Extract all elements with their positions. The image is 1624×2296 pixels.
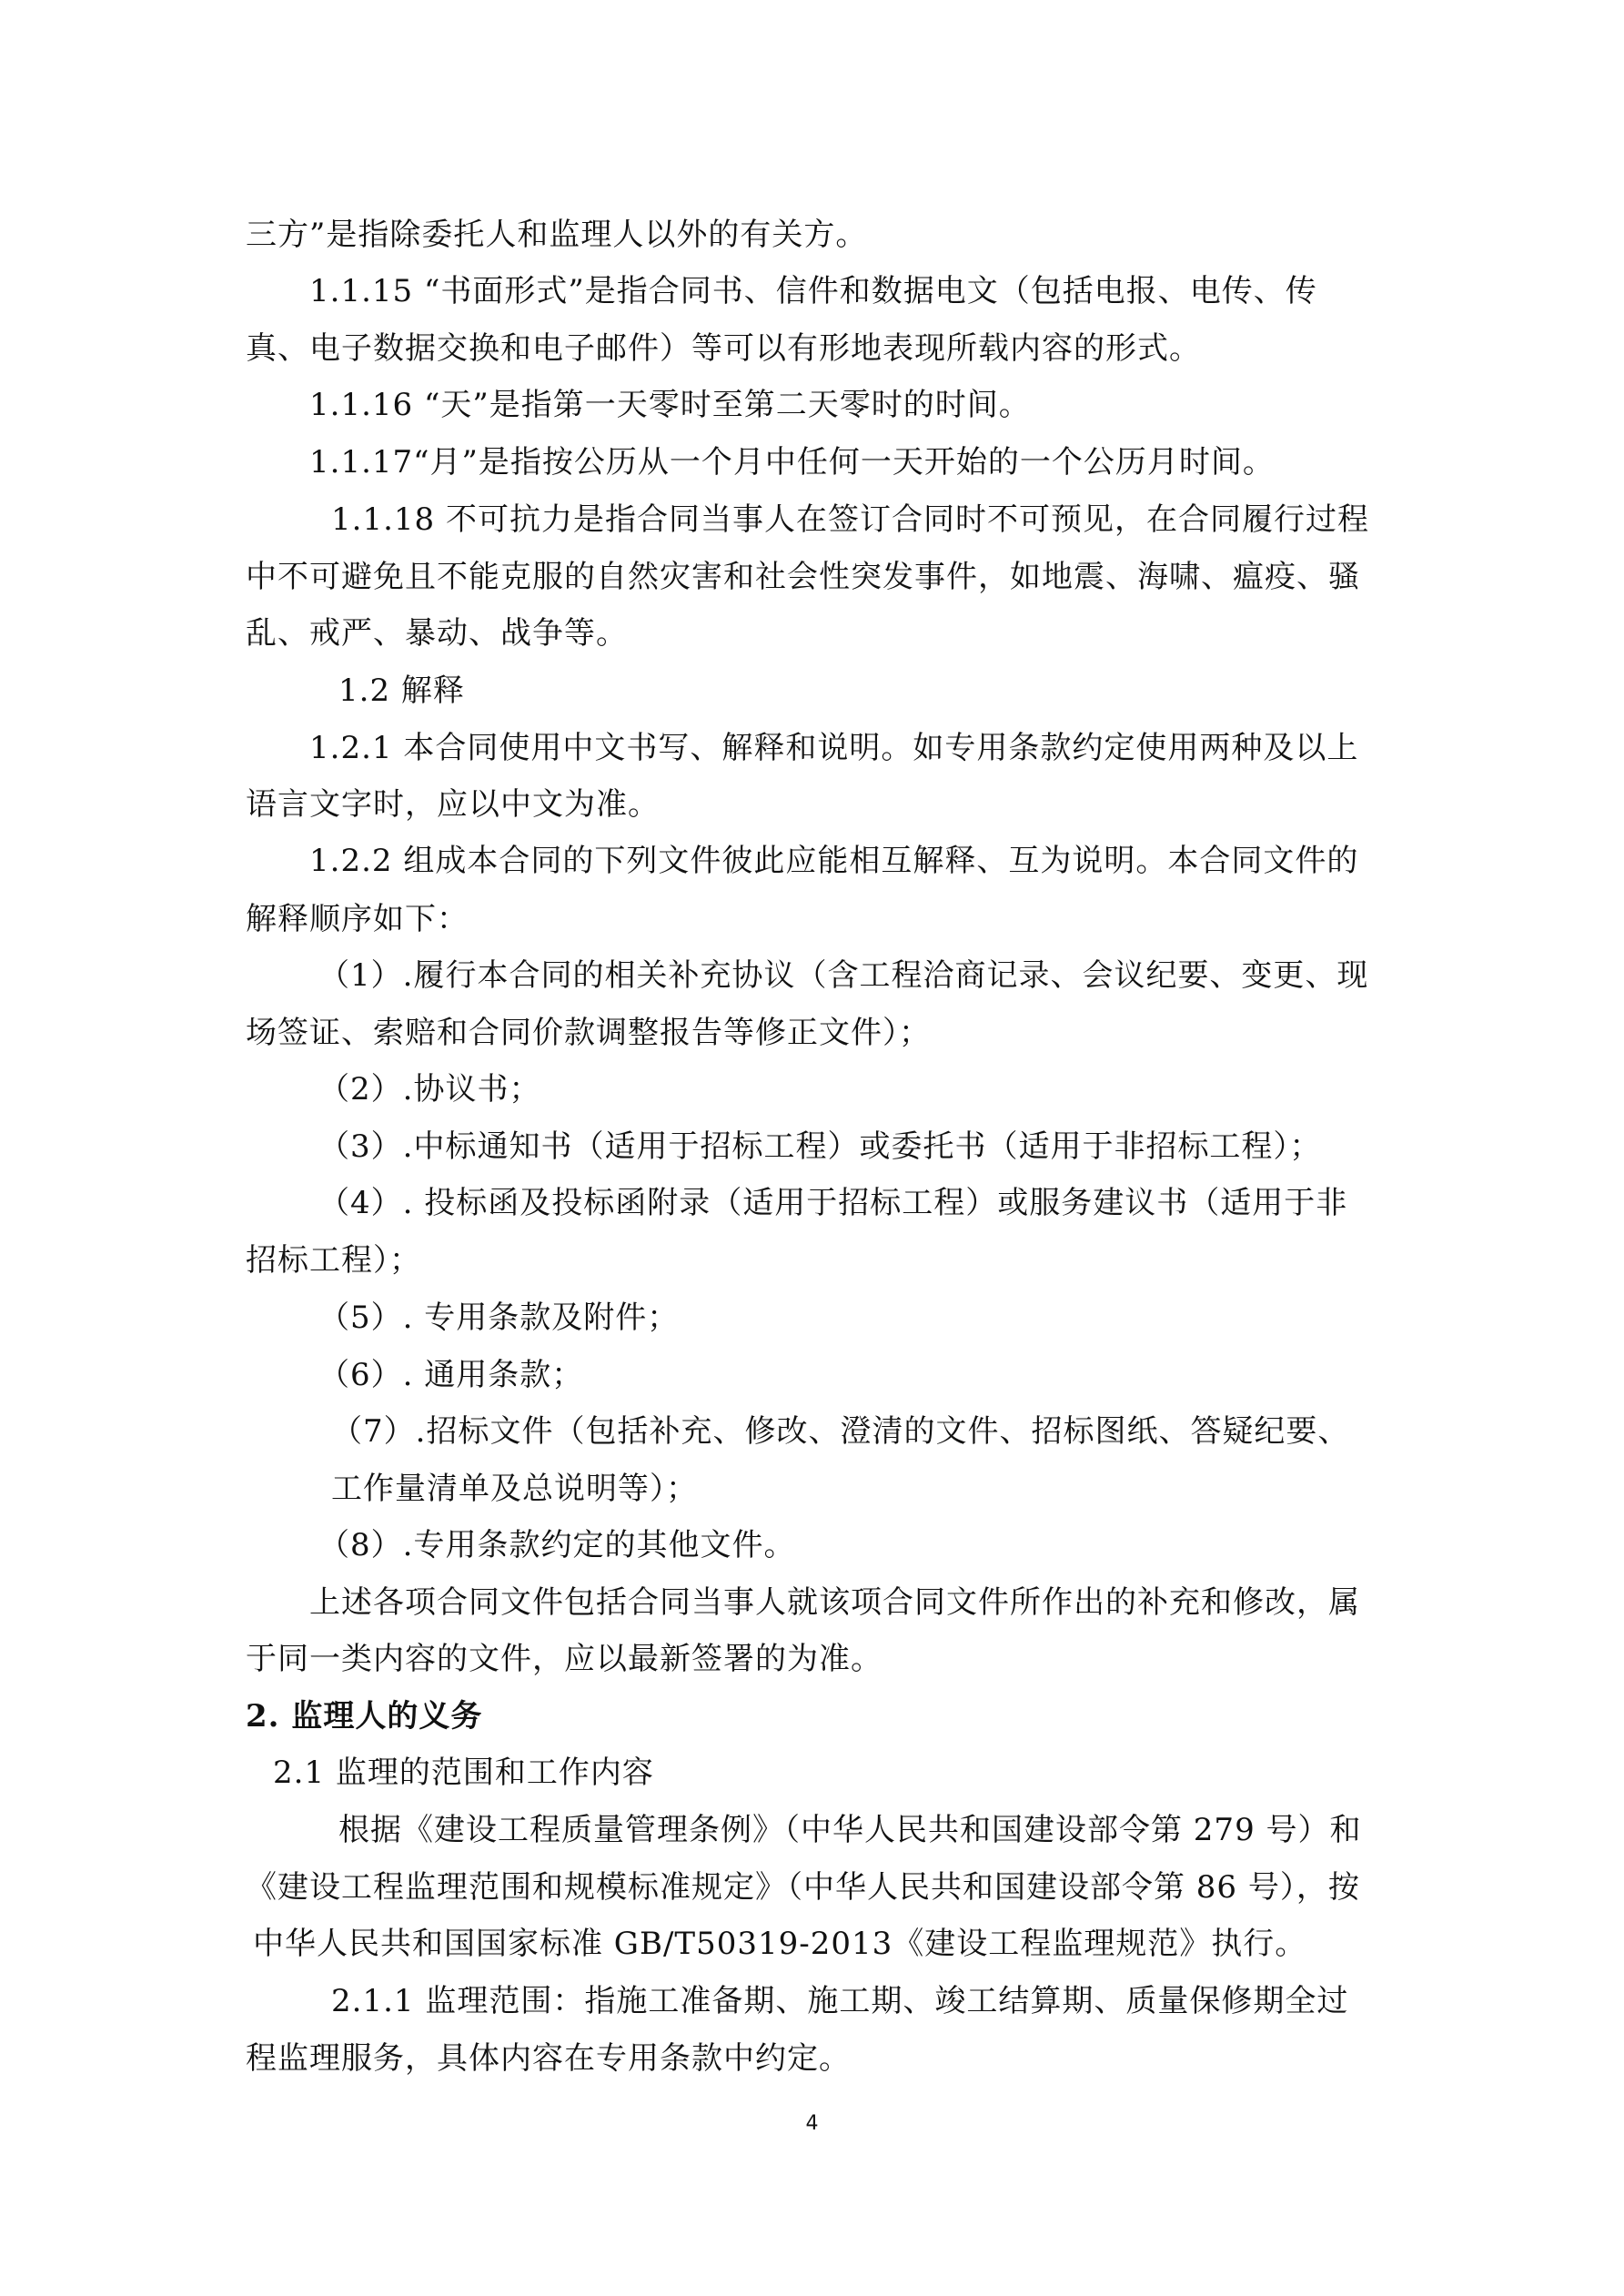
list-item: （5）. 专用条款及附件；	[318, 1300, 680, 1336]
page-number: 4	[805, 2112, 819, 2135]
list-item: （8）.专用条款约定的其他文件。	[318, 1527, 796, 1563]
chapter-heading: 2. 监理人的义务	[246, 1698, 483, 1735]
list-item: （2）.协议书；	[318, 1071, 541, 1108]
text-line: 工作量清单及总说明等）；	[331, 1471, 698, 1507]
text-line: 上述各项合同文件包括合同当事人就该项合同文件所作出的补充和修改，属	[309, 1584, 1360, 1621]
text-line: 语言文字时，应以中文为准。	[246, 786, 660, 823]
text-line: 招标工程）；	[246, 1242, 421, 1279]
text-line: 三方”是指除委托人和监理人以外的有关方。	[246, 217, 868, 253]
text-line: 场签证、索赔和合同价款调整报告等修正文件）；	[246, 1015, 931, 1051]
text-line: 2.1.1 监理范围：指施工准备期、施工期、竣工结算期、质量保修期全过	[331, 1983, 1349, 2019]
list-item: （6）. 通用条款；	[318, 1357, 584, 1393]
list-item: （7）.招标文件（包括补充、修改、澄清的文件、招标图纸、答疑纪要、	[331, 1413, 1350, 1450]
list-item: （1）.履行本合同的相关补充协议（含工程洽商记录、会议纪要、变更、现	[318, 957, 1369, 994]
text-line: 解释顺序如下：	[246, 901, 469, 937]
text-line: 真、电子数据交换和电子邮件）等可以有形地表现所载内容的形式。	[246, 330, 1201, 367]
text-line: 1.1.18 不可抗力是指合同当事人在签订合同时不可预见，在合同履行过程	[331, 501, 1369, 538]
text-line: 1.1.17“月”是指按公历从一个月中任何一天开始的一个公历月时间。	[309, 444, 1275, 480]
text-line: 中不可避免且不能克服的自然灾害和社会性突发事件，如地震、海啸、瘟疫、骚	[246, 559, 1360, 595]
text-line: 根据《建设工程质量管理条例》（中华人民共和国建设部令第 279 号）和	[338, 1812, 1362, 1848]
text-line: 1.2.2 组成本合同的下列文件彼此应能相互解释、互为说明。本合同文件的	[309, 843, 1359, 879]
text-line: 中华人民共和国国家标准 GB/T50319-2013《建设工程监理规范》执行。	[253, 1926, 1307, 1962]
text-line: 乱、戒严、暴动、战争等。	[246, 615, 628, 652]
text-line: 程监理服务，具体内容在专用条款中约定。	[246, 2040, 851, 2077]
text-line: 1.1.16 “天”是指第一天零时至第二天零时的时间。	[309, 387, 1031, 423]
text-line: 于同一类内容的文件，应以最新签署的为准。	[246, 1641, 883, 1677]
text-line: 1.2.1 本合同使用中文书写、解释和说明。如专用条款约定使用两种及以上	[309, 730, 1359, 766]
text-line: 《建设工程监理范围和规模标准规定》（中华人民共和国建设部令第 86 号），按	[246, 1869, 1360, 1906]
section-heading: 2.1 监理的范围和工作内容	[273, 1755, 654, 1791]
list-item: （4）. 投标函及投标函附录（适用于招标工程）或服务建议书（适用于非	[318, 1185, 1348, 1221]
section-heading: 1.2 解释	[338, 673, 465, 709]
list-item: （3）.中标通知书（适用于招标工程）或委托书（适用于非招标工程）；	[318, 1128, 1322, 1165]
text-line: 1.1.15 “书面形式”是指合同书、信件和数据电文（包括电报、电传、传	[309, 273, 1317, 309]
